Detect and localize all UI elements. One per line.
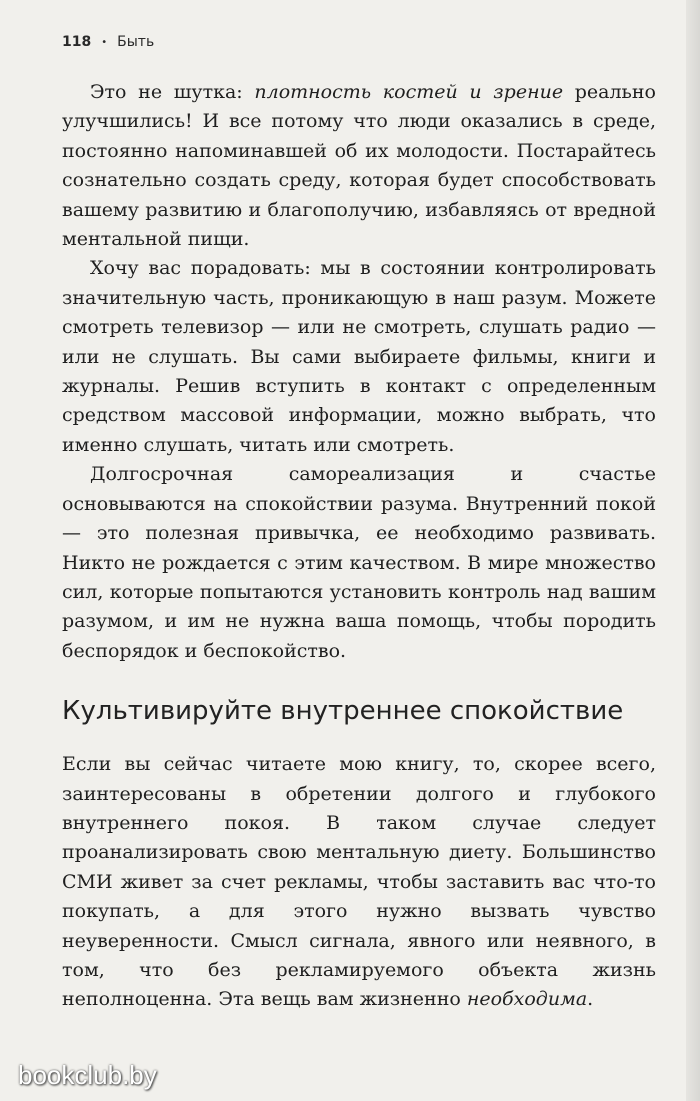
paragraph-1-text-b: реально улучшились! И все потому что люди оказались в среде, постоянно напоминавшей об их молодости. Постарайтесь сознательно создать среду, которая будет способствовать вашему развитию и благополучию, избавляясь от вредной ментальной пищи. (62, 81, 656, 251)
paragraph-4-text-b: . (587, 988, 594, 1011)
page-edge (686, 0, 700, 1101)
paragraph-4 (62, 750, 656, 1015)
chapter-title: Быть (117, 34, 155, 50)
watermark: bookclub.by (18, 1060, 157, 1090)
paragraph-4-emphasis: необходима (466, 988, 588, 1011)
running-head (62, 34, 154, 50)
paragraph-1 (62, 78, 656, 254)
section-heading: Культивируйте внутреннее спокойствие (62, 696, 624, 727)
paragraph-1-text-a: Это не шутка: (90, 81, 255, 103)
header-separator: • (101, 36, 108, 48)
paragraph-3: Долгосрочная самореализация и счастье основываются на спокойствии разума. Внутренний покой — это полезная привычка, ее необходимо развивать. Никто не рождается с этим качеством. В мире множество сил, которые попытаются установить контроль над вашим разумом, и им не нужна ваша помощь, чтобы породить беспорядок и беспокойство. (62, 463, 656, 662)
paragraph-2: Хочу вас порадовать: мы в состоянии контролировать значительную часть, проникающую в наш разум. Можете смотреть телевизор — или не смотреть, слушать радио — или не слушать. Вы сами выбираете фильмы, книги и журналы. Решив вступить в контакт с определенным средством массовой информации, можно выбрать, что именно слушать, читать или смотреть. (62, 257, 656, 456)
paragraph-1-emphasis: плотность костей и зрение (254, 81, 564, 103)
paragraph-4-text-a: Если вы сейчас читаете мою книгу, то, скорее всего, заинтересованы в обретении долгого и глубокого внутреннего покоя. В таком случае следует проанализировать свою ментальную диету. Большинство СМИ живет за счет рекламы, чтобы заставить вас что-то покупать, а для этого нужно вызвать чувство неуверенности. Смысл сигнала, явного или неявного, в том, что без рекламируемого объекта жизнь неполноценна. Эта вещь вам жизненно (62, 753, 656, 1011)
page-number: 118 (62, 34, 92, 50)
page-body (62, 78, 656, 1015)
